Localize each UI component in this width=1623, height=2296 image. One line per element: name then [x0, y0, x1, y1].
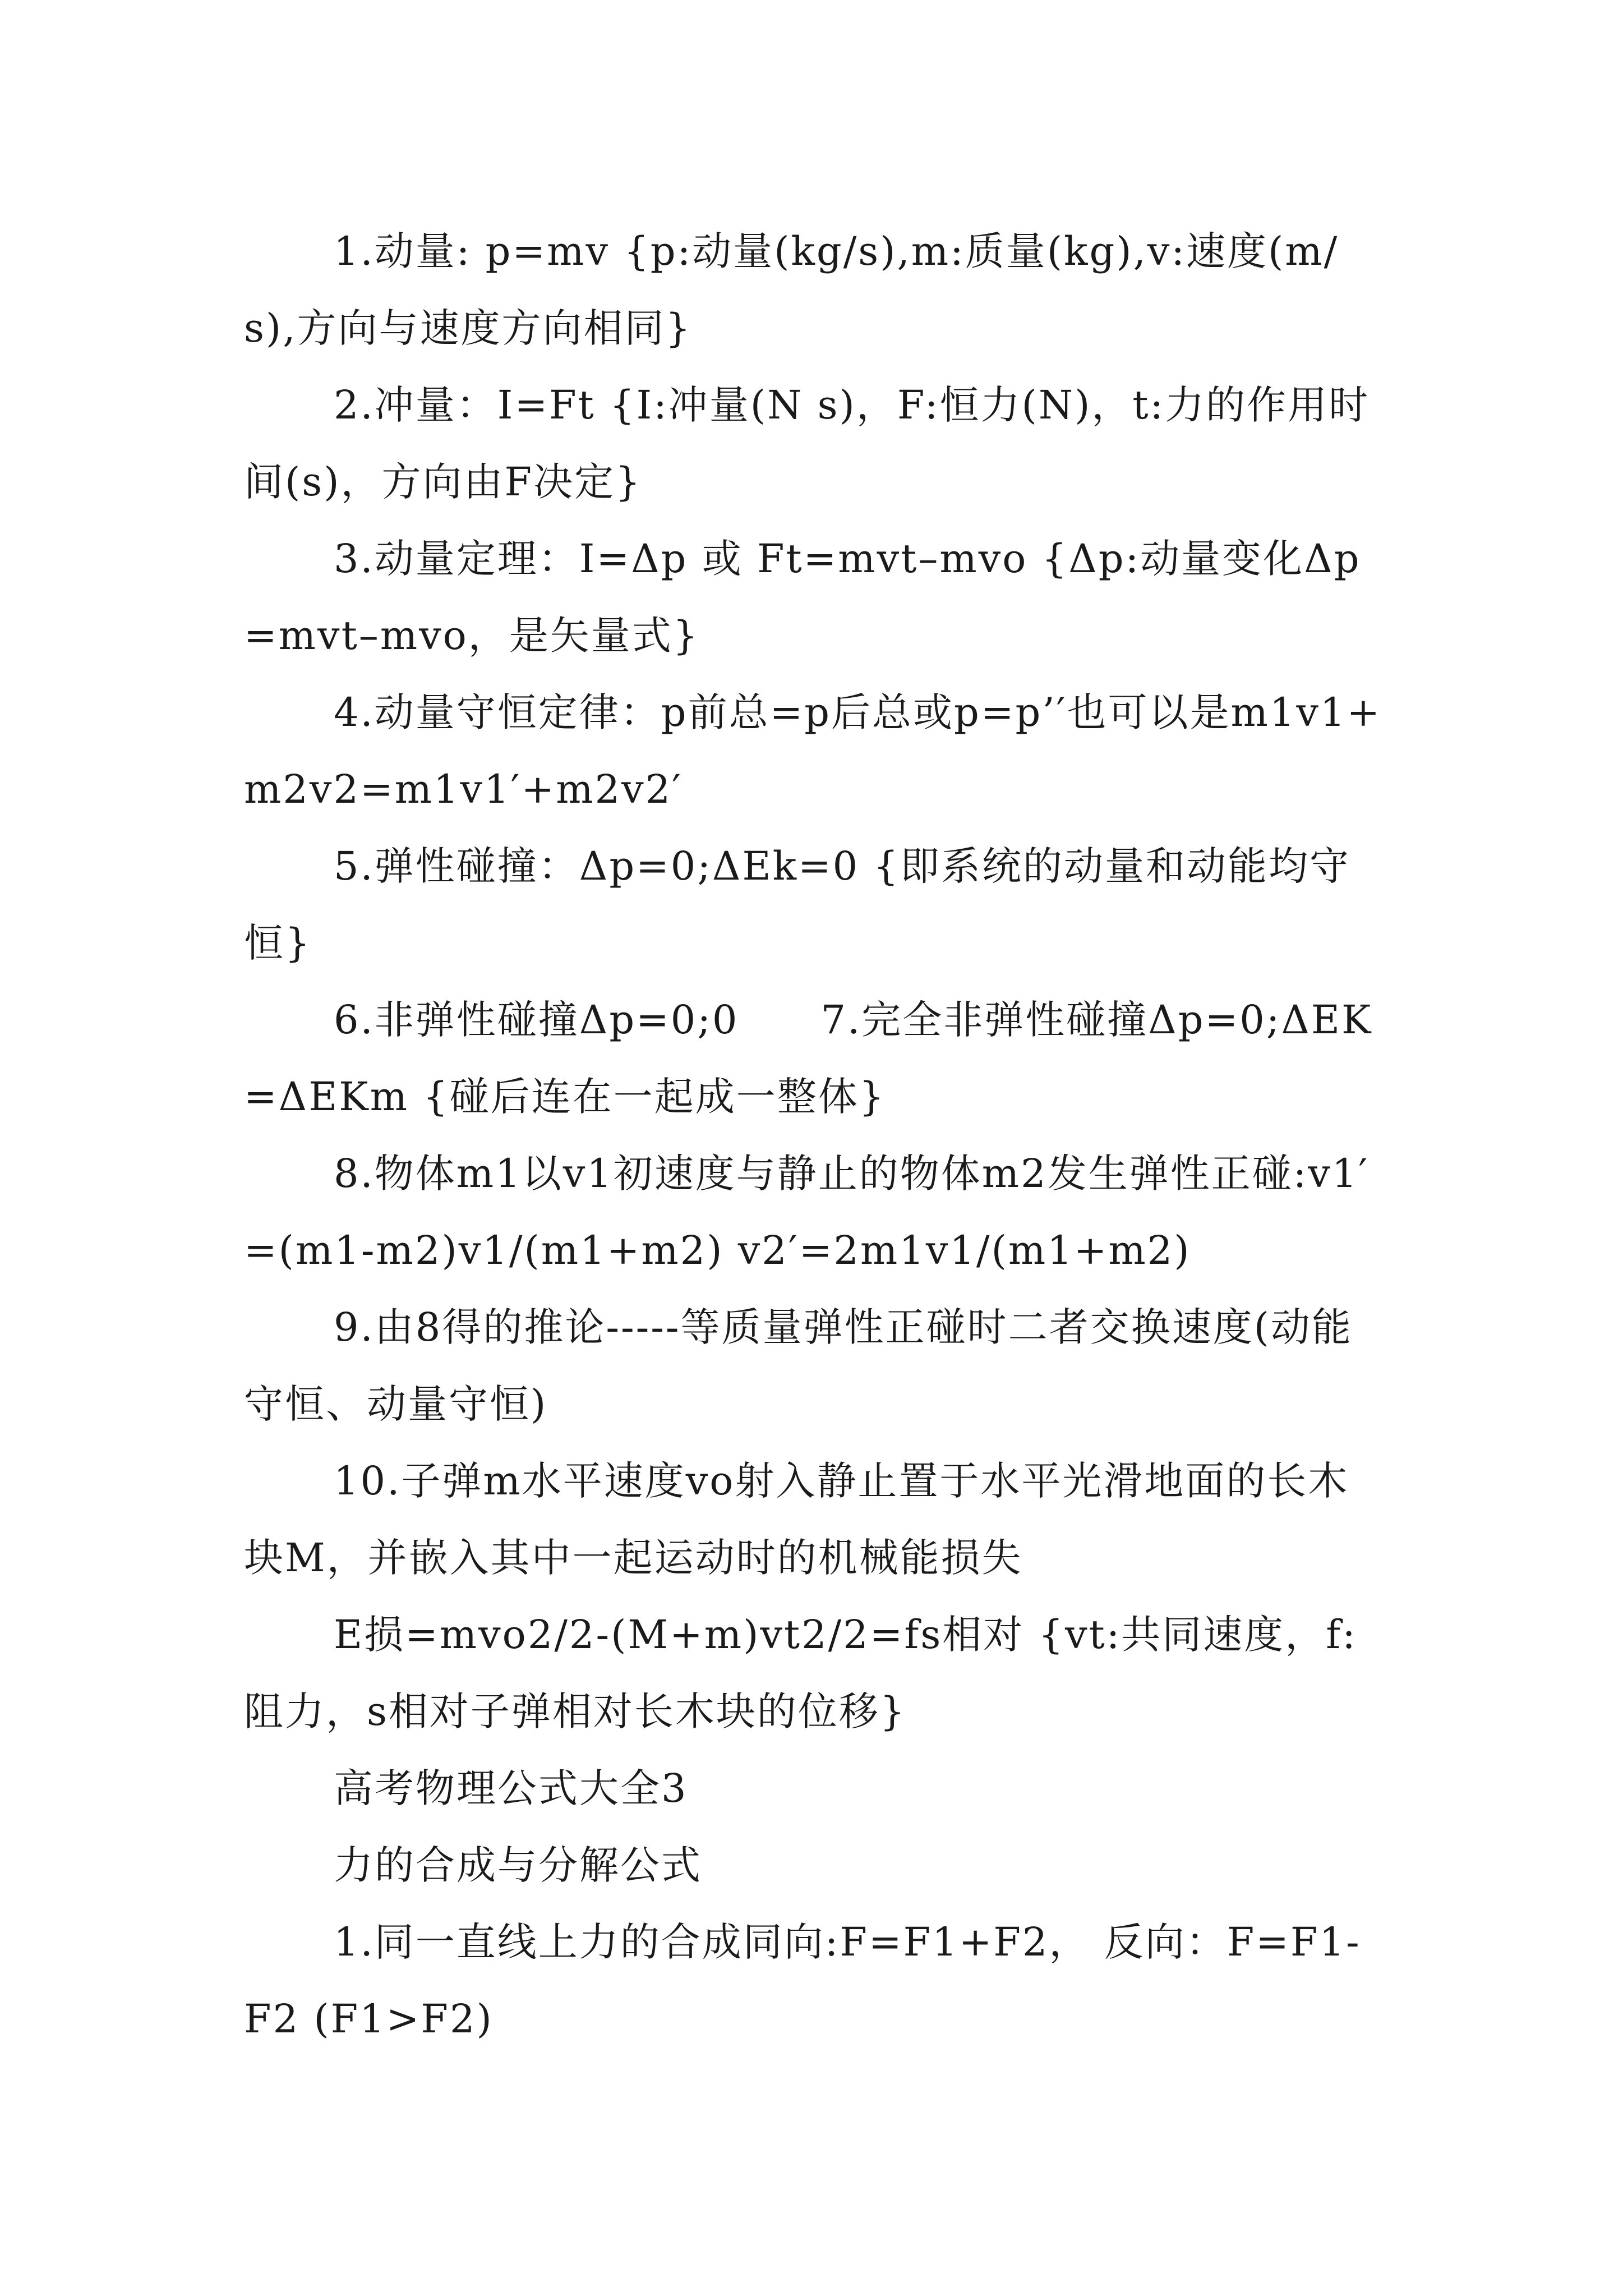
paragraph-corollary: 9.由8得的推论-----等质量弹性正碰时二者交换速度(动能守恒、动量守恒) [244, 1304, 1353, 1427]
section-title: 高考物理公式大全3 [334, 1765, 688, 1811]
paragraph-inelastic-collision: 6.非弹性碰撞Δp=0;0 7.完全非弹性碰撞Δp=0;ΔEK=ΔEKm {碰后连在一起成一整体} [244, 997, 1373, 1120]
paragraph-elastic-collision: 5.弹性碰撞：Δp=0;ΔEk=0 {即系统的动量和动能均守恒} [244, 843, 1350, 966]
paragraph-momentum-conservation: 4.动量守恒定律：p前总=p后总或p=p’′也可以是m1v1+m2v2=m1v1′+m2v2′ [244, 689, 1382, 812]
paragraph-bullet-block: 10.子弹m水平速度vo射入静止置于水平光滑地面的长木块M，并嵌入其中一起运动时的机械能损失 [244, 1458, 1349, 1581]
subsection-title: 力的合成与分解公式 [334, 1842, 702, 1888]
paragraph-elastic-head-on: 8.物体m1以v1初速度与静止的物体m2发生弹性正碰:v1′=(m1-m2)v1/(m1+m2) v2′=2m1v1/(m1+m2) [244, 1151, 1370, 1273]
paragraph-energy-loss: E损=mvo2/2-(M+m)vt2/2=fs相对 {vt:共同速度，f:阻力，s相对子弹相对长木块的位移} [244, 1612, 1357, 1734]
paragraph-impulse: 2.冲量：I=Ft {I:冲量(N s)，F:恒力(N)，t:力的作用时间(s)，方向由F决定} [244, 382, 1370, 505]
paragraph-momentum-theorem: 3.动量定理：I=Δp 或 Ft=mvt–mvo {Δp:动量变化Δp=mvt–mvo，是矢量式} [244, 536, 1361, 659]
document-body [244, 213, 1382, 2058]
paragraph-force-composition: 1.同一直线上力的合成同向:F=F1+F2， 反向：F=F1-F2 (F1>F2) [244, 1919, 1361, 2042]
paragraph-momentum: 1.动量: p=mv {p:动量(kg/s),m:质量(kg),v:速度(m/s),方向与速度方向相同} [244, 228, 1339, 351]
